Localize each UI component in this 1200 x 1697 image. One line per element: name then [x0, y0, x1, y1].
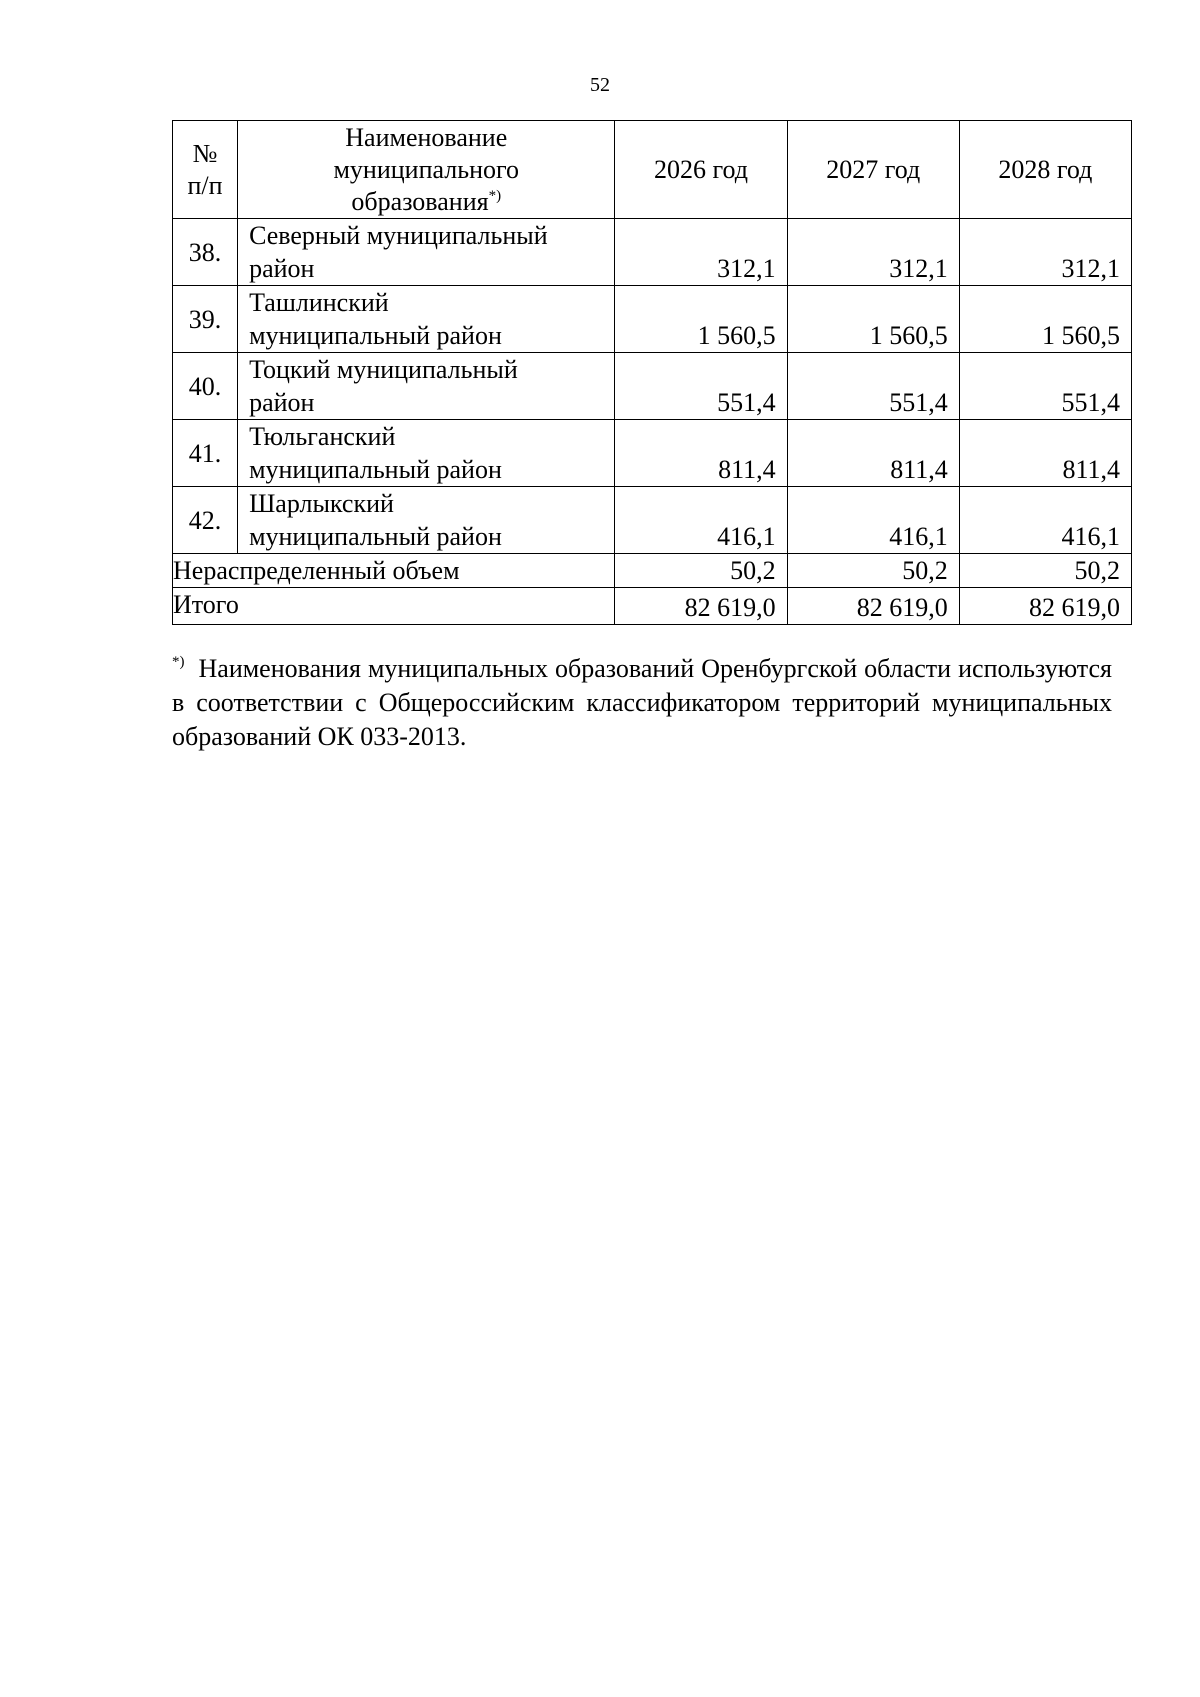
header-number-abbr: п/п: [187, 170, 223, 200]
row-name-line1: Шарлыкский: [249, 489, 394, 518]
unallocated-2026: 50,2: [615, 554, 787, 588]
row-name-line1: Ташлинский: [249, 288, 389, 317]
unallocated-2027: 50,2: [787, 554, 959, 588]
header-name-line1: Наименование: [345, 122, 508, 152]
value-2027: 811,4: [787, 420, 959, 487]
row-name: [238, 286, 615, 353]
table-row: [173, 219, 1132, 286]
row-name-line2: район: [249, 388, 315, 417]
row-number: 40.: [173, 353, 238, 420]
row-number: 42.: [173, 487, 238, 554]
header-year-2028: 2028 год: [959, 121, 1131, 219]
value-2028: 551,4: [959, 353, 1131, 420]
table-row: [173, 353, 1132, 420]
value-2027: 551,4: [787, 353, 959, 420]
row-name-line1: Тоцкий муниципальный: [249, 355, 518, 384]
row-name: [238, 487, 615, 554]
unallocated-row: [173, 554, 1132, 588]
footnote-text: Наименования муниципальных образований Оренбургской области используются в соответствии с Общероссийским классификатором территорий муниципальных образований ОК 033-2013.: [172, 654, 1112, 751]
table-row: [173, 487, 1132, 554]
value-2027: 1 560,5: [787, 286, 959, 353]
table-row: [173, 286, 1132, 353]
table-row: [173, 420, 1132, 487]
value-2026: 551,4: [615, 353, 787, 420]
row-name-line1: Северный муниципальный: [249, 221, 548, 250]
row-number: 41.: [173, 420, 238, 487]
header-year-2027: 2027 год: [787, 121, 959, 219]
total-2028: 82 619,0: [959, 588, 1131, 625]
footnote-mark: *): [172, 654, 185, 670]
value-2026: 811,4: [615, 420, 787, 487]
value-2027: 416,1: [787, 487, 959, 554]
footnote: [172, 652, 1112, 754]
row-name-line2: муниципальный район: [249, 522, 502, 551]
unallocated-2028: 50,2: [959, 554, 1131, 588]
row-name: [238, 219, 615, 286]
total-2026: 82 619,0: [615, 588, 787, 625]
row-name-line2: муниципальный район: [249, 455, 502, 484]
row-number: 38.: [173, 219, 238, 286]
row-name-line1: Тюльганский: [249, 422, 396, 451]
row-name: [238, 420, 615, 487]
value-2028: 312,1: [959, 219, 1131, 286]
header-number: [173, 121, 238, 219]
value-2028: 416,1: [959, 487, 1131, 554]
footnote-reference: *): [488, 187, 502, 204]
row-number: 39.: [173, 286, 238, 353]
total-row: [173, 588, 1132, 625]
value-2026: 312,1: [615, 219, 787, 286]
value-2028: 1 560,5: [959, 286, 1131, 353]
header-name-line2: муниципального: [333, 154, 520, 184]
header-year-2026: 2026 год: [615, 121, 787, 219]
allocation-table: [172, 120, 1132, 625]
total-label: Итого: [173, 588, 615, 625]
row-name-line2: муниципальный район: [249, 321, 502, 350]
value-2027: 312,1: [787, 219, 959, 286]
header-name-text: образования: [351, 186, 489, 216]
row-name-line2: район: [249, 254, 315, 283]
page-number: 52: [590, 74, 610, 96]
row-name: [238, 353, 615, 420]
value-2026: 1 560,5: [615, 286, 787, 353]
total-2027: 82 619,0: [787, 588, 959, 625]
header-number-symbol: №: [192, 138, 218, 168]
header-municipality-name: [238, 121, 615, 219]
unallocated-label: Нераспределенный объем: [173, 554, 615, 588]
value-2028: 811,4: [959, 420, 1131, 487]
header-name-line3: [238, 186, 614, 218]
value-2026: 416,1: [615, 487, 787, 554]
table-header-row: [173, 121, 1132, 219]
